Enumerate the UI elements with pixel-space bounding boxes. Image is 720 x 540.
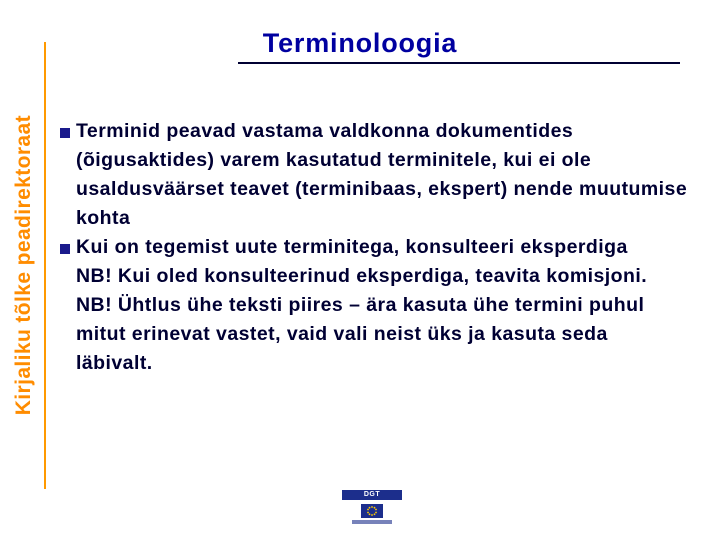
sidebar-divider [44, 42, 46, 489]
title-underline [238, 62, 680, 64]
bullet-item [60, 233, 690, 262]
sidebar-label: Kirjaliku tõlke peadirektoraat [12, 115, 35, 416]
note-text: NB! Ühtlus ühe teksti piires – ära kasuta ühe termini puhul mitut erinevat vastet, vaid vali neist üks ja kasuta seda läbivalt. [76, 294, 645, 374]
bullet-item [60, 117, 690, 233]
notes [60, 262, 690, 378]
logo-caption-line [352, 520, 392, 524]
page-title: Terminoloogia [262, 28, 458, 58]
slide-content [60, 117, 690, 378]
note-text: NB! Kui oled konsulteerinud eksperdiga, teavita komisjoni. [76, 265, 648, 287]
bullet-text: Kui on tegemist uute terminitega, konsulteeri eksperdiga [76, 236, 628, 258]
eu-flag-icon [361, 504, 383, 518]
square-bullet-icon [60, 244, 70, 254]
bullet-text: Terminid peavad vastama valdkonna dokumentides (õigusaktides) varem kasutatud terminitele, kui ei ole usaldusväärset teavet (terminibaas, ekspert) nende muutumise kohta [76, 120, 688, 229]
logo-abbrev: DGT [342, 490, 402, 500]
dgt-logo [342, 490, 402, 530]
sidebar [6, 42, 42, 489]
square-bullet-icon [60, 128, 70, 138]
